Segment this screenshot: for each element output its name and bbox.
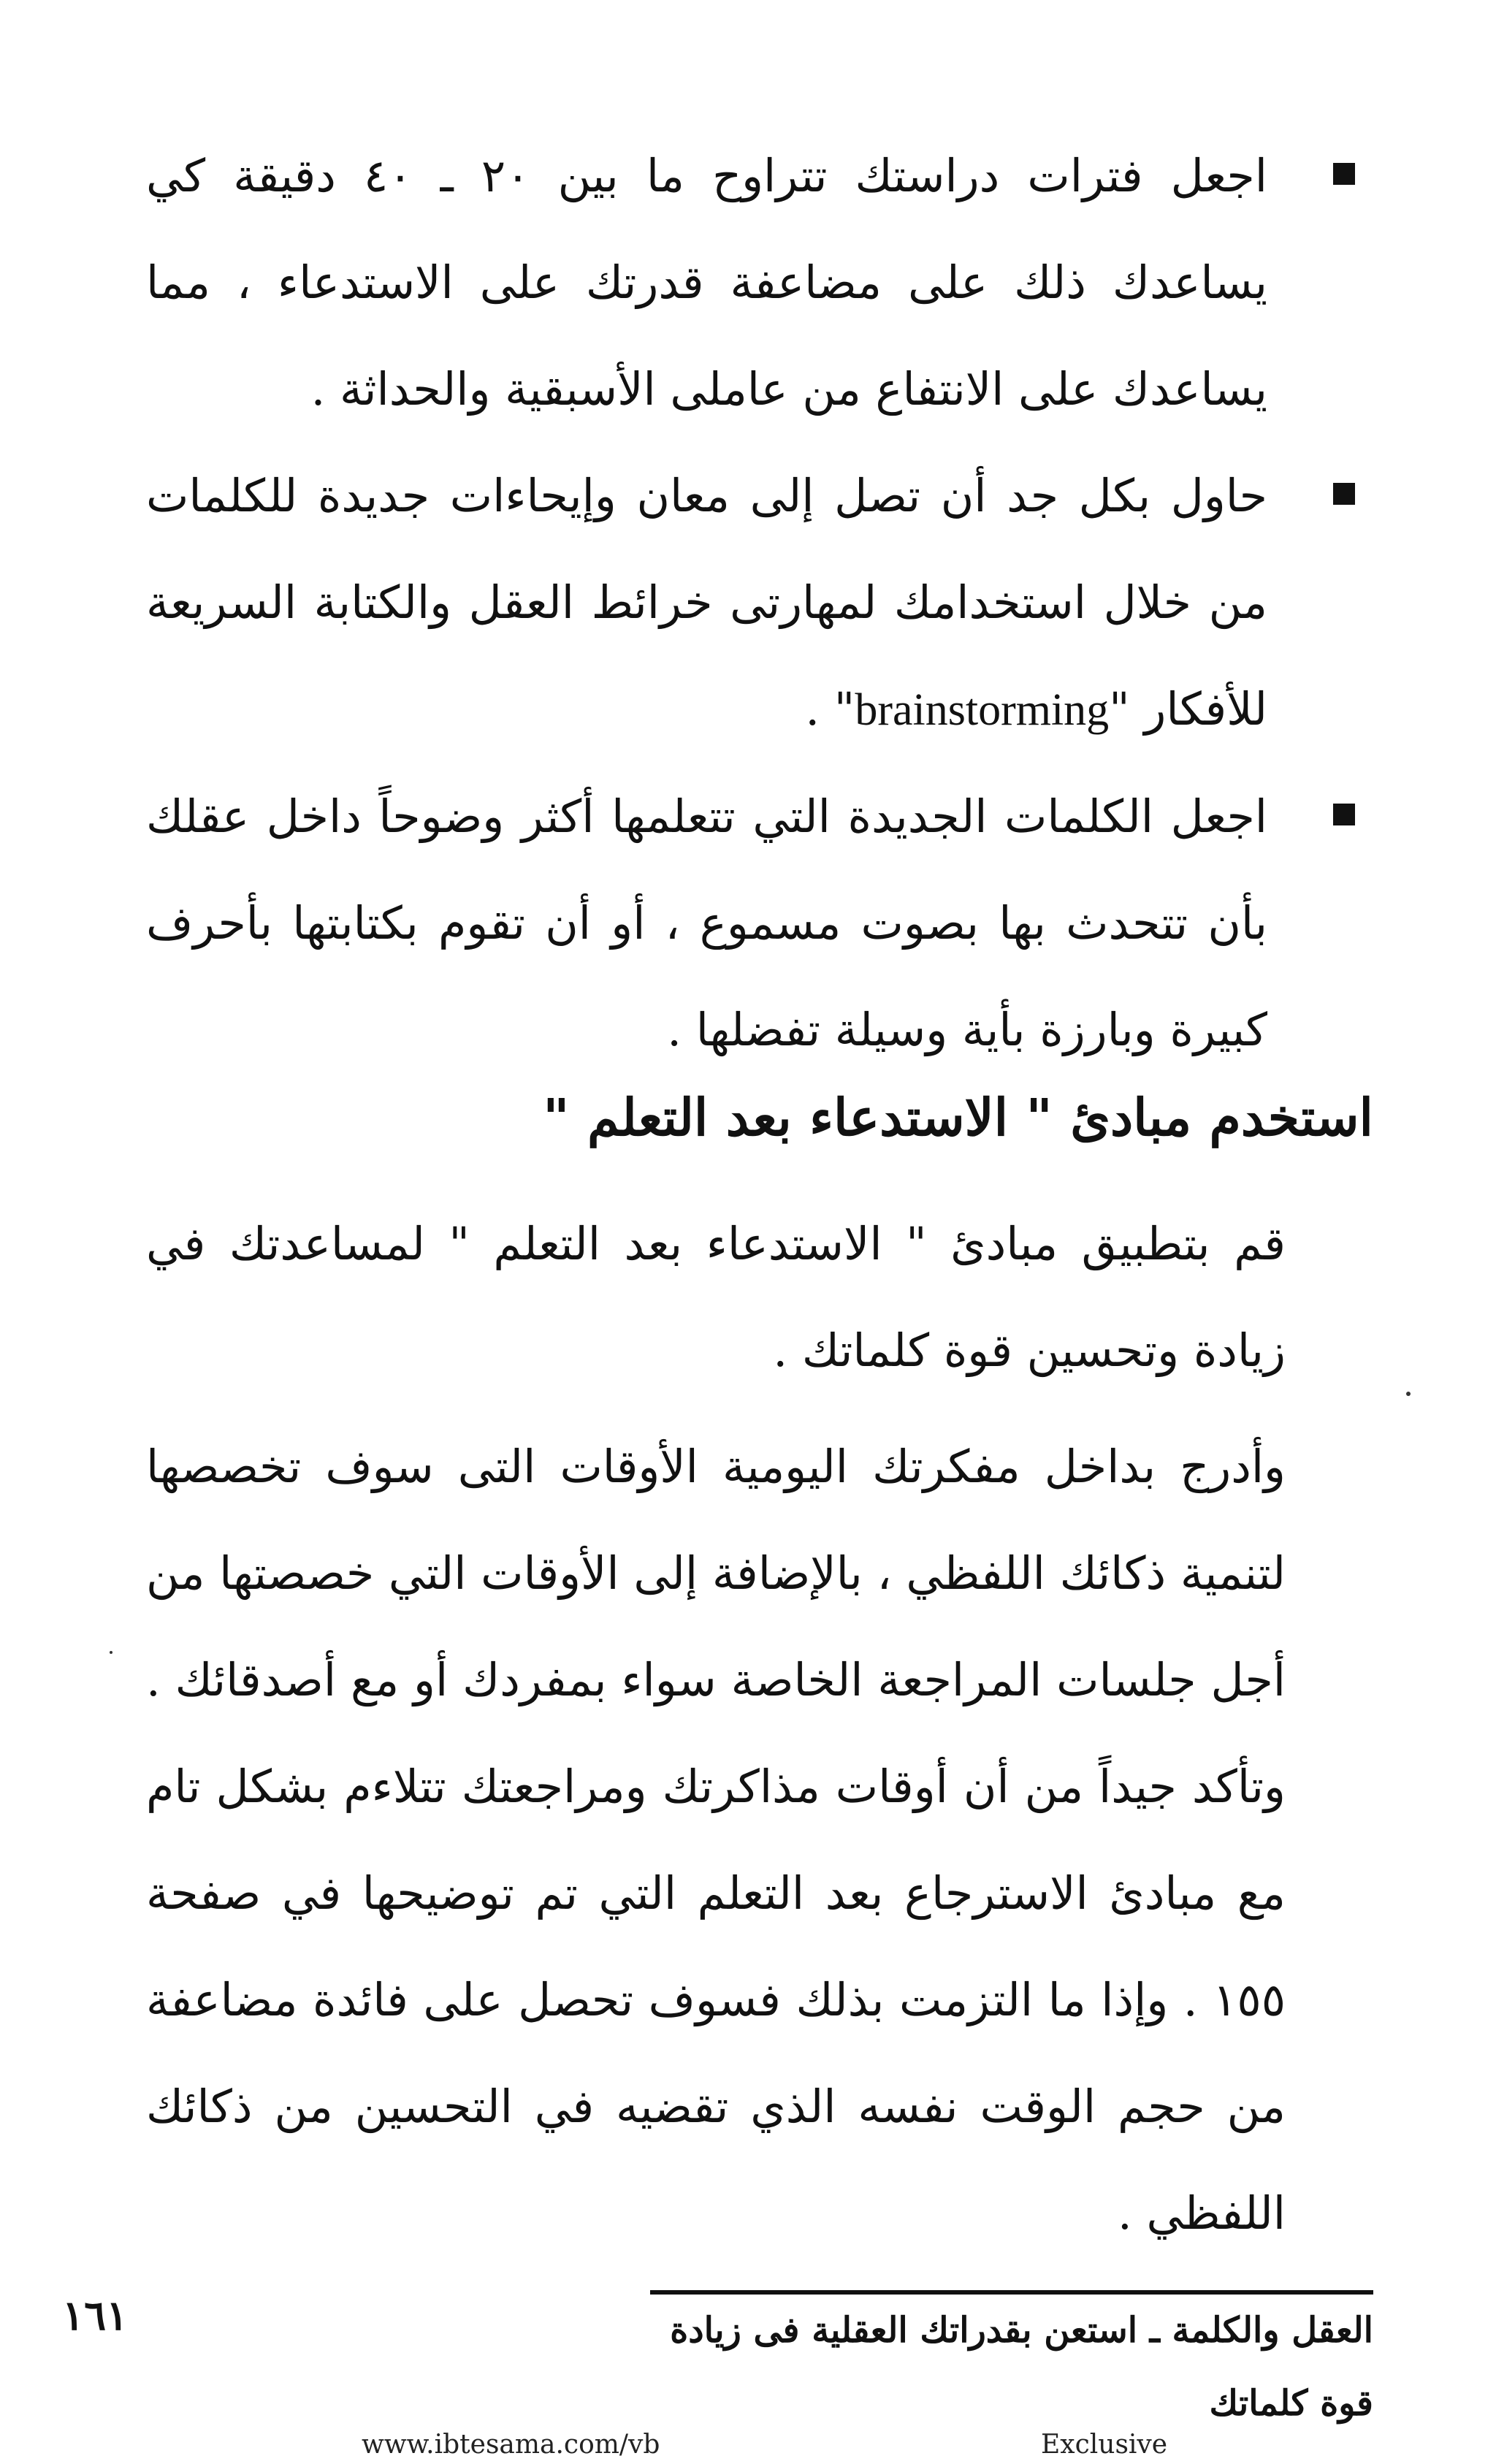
watermark-label: Exclusive bbox=[1041, 2430, 1168, 2460]
square-bullet-icon bbox=[1333, 163, 1355, 185]
bullet-text: حاول بكل جد أن تصل إلى معان وإيحاءات جديدة للكلمات من خلال استخدامك لمهارتى خرائط العقل والكتابة السريعة للأفكار " bbox=[146, 469, 1267, 736]
section-heading: استخدم مبادئ " الاستدعاء بعد التعلم " bbox=[543, 1087, 1373, 1148]
scan-speck bbox=[1406, 1392, 1411, 1396]
bullet-text-end: " . bbox=[805, 682, 855, 736]
page-number: ١٦١ bbox=[62, 2292, 129, 2340]
bullet-text: اجعل الكلمات الجديدة التي تتعلمها أكثر وضوحاً داخل عقلك بأن تتحدث بها بصوت مسموع ، أو أن تقوم بكتابتها بأحرف كبيرة وبارزة بأية وسيلة تفضلها . bbox=[146, 790, 1267, 1056]
english-term: brainstorming bbox=[855, 685, 1110, 735]
bullet-list bbox=[146, 123, 1355, 1083]
running-footer-title: العقل والكلمة ـ استعن بقدراتك العقلية فى زيادة قوة كلماتك bbox=[670, 2310, 1373, 2424]
paragraph-intro: قم بتطبيق مبادئ " الاستدعاء بعد التعلم " لمساعدتك في زيادة وتحسين قوة كلماتك . bbox=[146, 1217, 1286, 1377]
bullet-item-study-periods bbox=[146, 123, 1355, 443]
bullet-item-clearer-words bbox=[146, 763, 1355, 1083]
square-bullet-icon bbox=[1333, 483, 1355, 505]
bullet-text: اجعل فترات دراستك تتراوح ما بين ٢٠ ـ ٤٠ دقيقة كي يساعدك ذلك على مضاعفة قدرتك على الاستدعاء ، مما يساعدك على الانتفاع من عاملى الأسبقية والحداثة . bbox=[146, 149, 1267, 416]
paragraph-schedule: وأدرج بداخل مفكرتك اليومية الأوقات التى سوف تخصصها لتنمية ذكائك اللفظي ، بالإضافة إلى الأوقات التي خصصتها من أجل جلسات المراجعة الخاصة سواء بمفردك أو مع أصدقائك . وتأكد جيداً من أن أوقات مذاكرتك ومراجعتك تتلاءم بشكل تام مع مبادئ الاسترجاع بعد التعلم التي تم توضيحها في صفحة ١٥٥ . وإذا ما التزمت بذلك فسوف تحصل على فائدة مضاعفة من حجم الوقت نفسه الذي تقضيه في التحسين من ذكائك اللفظي . bbox=[146, 1440, 1286, 2240]
watermark-site: www.ibtesama.com/vb bbox=[362, 2430, 660, 2460]
scan-speck bbox=[110, 1651, 112, 1654]
bullet-item-new-meanings bbox=[146, 443, 1355, 763]
square-bullet-icon bbox=[1333, 804, 1355, 825]
